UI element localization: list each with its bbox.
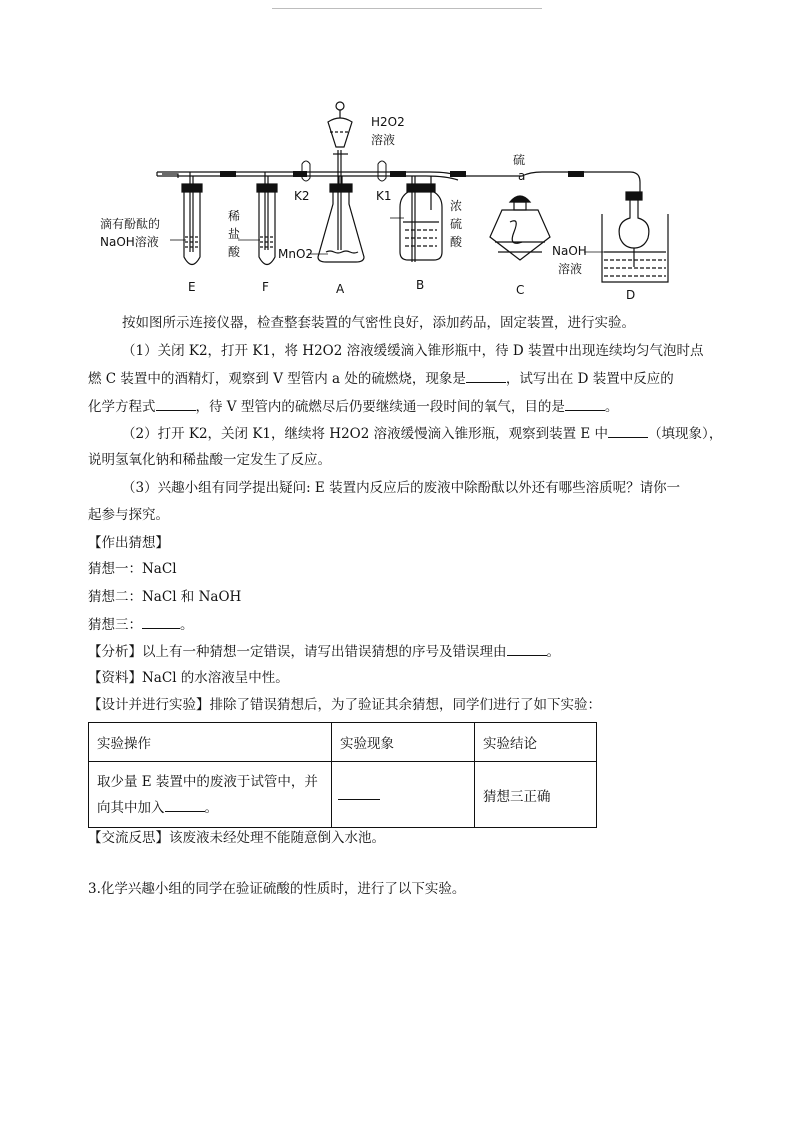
- q1-text-d: ，待 V 型管内的硫燃尽后仍要继续通一段时间的氧气，目的是: [195, 399, 565, 415]
- answer-blank-e-phenomenon[interactable]: [608, 423, 648, 438]
- label-C: C: [516, 283, 525, 297]
- label-hydrochloric: 盐: [228, 227, 241, 241]
- label-concentrated: 浓: [450, 199, 463, 213]
- label-e-reagent-2: NaOH溶液: [100, 235, 159, 249]
- label-k2: K2: [294, 189, 310, 203]
- question-1-line-3: [88, 396, 618, 417]
- label-mno2: MnO2: [278, 247, 314, 261]
- answer-blank-reagent[interactable]: [165, 797, 205, 812]
- header-phenomenon: 实验现象: [332, 723, 475, 762]
- header-conclusion: 实验结论: [475, 723, 597, 762]
- cell-conclusion: 猜想三正确: [475, 762, 597, 828]
- label-F: F: [262, 280, 269, 294]
- label-sulfuric: 硫: [450, 217, 463, 231]
- q2-text-c: ，: [708, 426, 723, 442]
- answer-blank-table-phenomenon[interactable]: [338, 785, 380, 800]
- question-2-line-2: 说明氢氧化钠和稀盐酸一定发生了反应。: [88, 452, 331, 468]
- question-3-line-1: （3）兴趣小组有同学提出疑问: E 装置内反应后的废液中除酚酞以外还有哪些溶质呢？请你一: [122, 480, 681, 496]
- answer-blank-phenomenon[interactable]: [466, 368, 506, 383]
- q1-text-c: 化学方程式: [88, 399, 156, 415]
- table-header-row: [89, 723, 597, 762]
- alcohol-lamp-C: [490, 196, 550, 260]
- label-point-a: a: [518, 169, 526, 183]
- label-k1: K1: [376, 189, 392, 203]
- analysis-end: 。: [546, 644, 560, 660]
- q2-text-b: （填现象）: [648, 426, 709, 442]
- intro-paragraph: 按如图所示连接仪器，检查整套装置的气密性良好，添加药品，固定装置，进行实验。: [122, 315, 635, 331]
- label-dilute: 稀: [228, 209, 241, 223]
- clips: [302, 161, 386, 181]
- next-question: 3.化学兴趣小组的同学在验证硫酸的性质时，进行了以下实验。: [88, 881, 466, 897]
- analysis: [88, 641, 560, 662]
- label-acid: 酸: [228, 245, 241, 259]
- cell-operation: [89, 762, 332, 828]
- operation-line-2-text: 向其中加入: [97, 799, 165, 816]
- question-1-line-1: （1）关闭 K2，打开 K1，将 H2O2 溶液缓缓滴入锥形瓶中，待 D 装置中出现连续均匀气泡时点: [122, 343, 704, 359]
- analysis-text: 【分析】以上有一种猜想一定错误，请写出错误猜想的序号及错误理由: [88, 644, 507, 660]
- cell-phenomenon: [332, 762, 475, 828]
- label-sulfur: 硫: [513, 153, 526, 167]
- question-1-line-2: [88, 368, 674, 389]
- q1-text-e: 。: [604, 399, 619, 415]
- test-tube-F: [257, 184, 277, 265]
- guess-3-label: 猜想三：: [88, 617, 142, 633]
- guess-1: 猜想一：NaCl: [88, 561, 177, 577]
- q1-text-a: 燃 C 装置中的酒精灯，观察到 V 型管内 a 处的硫燃烧，现象是: [88, 371, 466, 387]
- label-e-reagent-1: 滴有酚酞的: [100, 217, 161, 231]
- question-3-line-2: 起参与探究。: [88, 507, 169, 523]
- label-h2o2-solution: 溶液: [371, 133, 396, 147]
- answer-blank-equation[interactable]: [156, 396, 196, 411]
- label-naoh: NaOH: [552, 244, 587, 258]
- table-row: [89, 762, 597, 828]
- label-h2o2: H2O2: [371, 115, 405, 129]
- design-intro: 【设计并进行实验】排除了错误猜想后，为了验证其余猜想，同学们进行了如下实验：: [88, 697, 601, 713]
- header-operation: 实验操作: [89, 723, 332, 762]
- answer-blank-analysis[interactable]: [507, 641, 547, 656]
- guess-3: [88, 614, 194, 635]
- q2-text-a: （2）打开 K2，关闭 K1，继续将 H2O2 溶液缓慢滴入锥形瓶，观察到装置 E 中: [122, 426, 609, 442]
- label-B: B: [416, 278, 425, 292]
- guess-2: 猜想二：NaCl 和 NaOH: [88, 589, 242, 605]
- test-tube-E: [182, 184, 202, 265]
- absorption-beaker-D: [602, 192, 668, 282]
- reflection: 【交流反思】该废液未经处理不能随意倒入水池。: [88, 830, 385, 846]
- q1-text-b: ，试写出在 D 装置中反应的: [505, 371, 674, 387]
- gas-washing-bottle-B: [400, 176, 442, 260]
- guess-header: 【作出猜想】: [88, 535, 169, 551]
- info-note: 【资料】NaCl 的水溶液呈中性。: [88, 670, 289, 686]
- operation-line-2-end: 。: [204, 799, 218, 816]
- answer-blank-guess-3[interactable]: [142, 614, 180, 629]
- question-2-line-1: [122, 423, 722, 444]
- label-acid-2: 酸: [450, 235, 463, 249]
- experiment-table: [88, 722, 597, 828]
- operation-line-1: 取少量 E 装置中的废液于试管中，并: [97, 773, 318, 790]
- label-A: A: [336, 282, 345, 296]
- page-top-line: [272, 8, 542, 9]
- label-naoh-solution: 溶液: [558, 262, 583, 276]
- operation-line-2: [97, 795, 323, 821]
- answer-blank-purpose[interactable]: [565, 396, 605, 411]
- guess-3-end: 。: [180, 617, 194, 633]
- label-D: D: [626, 288, 636, 302]
- label-E: E: [188, 280, 196, 294]
- apparatus-diagram: [90, 92, 690, 307]
- conical-flask-A: [318, 102, 364, 262]
